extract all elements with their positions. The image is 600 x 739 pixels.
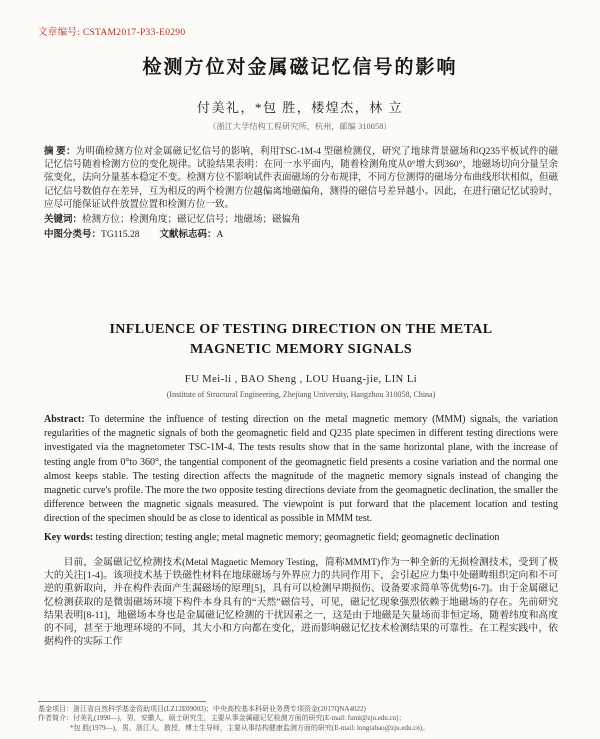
abstract-cn-text: 为明确检测方位对金属磁记忆信号的影响，利用TSC-1M-4 型磁检测仪，研究了地球背景磁场和Q235平板试件的磁记忆信号随着检测方位的变化规律。试验结果表明：在同一水平面内，随着检测角度从0°增大到360°，地磁场切向分量呈余弦变化，法向分量基本稳定不变。检测方位不影响试件表面磁场的分布规律，不同方位测得的磁场分布曲线形状相似，但磁记忆信号数值存在差异，互为相反的两个检测方位越偏离地磁偏角，测得的磁信号差异越小。因此，在进行磁记忆试验时，应尽可能保证试件放置位置和检测方位一致。 xyxy=(44,147,558,210)
clc-value: TG115.28 xyxy=(101,230,140,241)
authors-en: FU Mei-li , BAO Sheng , LOU Huang-jie, LIN Li xyxy=(184,374,418,385)
abstract-en-label: Abstract: xyxy=(44,414,85,425)
keywords-en-text: testing direction; testing angle; metal magnetic memory; geomagnetic field; geomagnetic declination xyxy=(95,531,500,543)
author-bio-note-1: 作者简介：付美礼(1990—)，男，安徽人，硕士研究生，主要从事金属磁记忆检测方面的研究(E-mail: fuml@zju.edu.cn)； xyxy=(38,714,406,723)
cn-abstract-section xyxy=(44,146,558,242)
body-paragraph: 目前，金属磁记忆检测技术(Metal Magnetic Memory Testing，简称MMMT)作为一种全新的无损检测技术，受到了极大的关注[1-4]。该项技术基于铁磁性材料在地球磁场与外界应力的共同作用下，会引起应力集中处磁畴组织定向和不可逆的重新取向，并在构件表面产生漏磁场的原理[5]，具有可以检测早期损伤、设备要求简单等优势[6-7]。由于金属磁记忆检测获取的是微弱磁场环境下构件本身具有的“天然”磁信号，可见，磁记忆现象强烈依赖于地磁场的存在。先前研究结果表明[8-11]，地磁场本身也是金属磁记忆检测的干扰因素之一，这是由于地磁是矢量场而非恒定场，随着纬度和高度的不同，甚至于地理环境的不同，其大小和方向都在变化，进而影响磁记忆技术检测结果的可靠性。在工程实践中，依据构件的实际工作 xyxy=(44,557,558,648)
clc-label: 中图分类号： xyxy=(44,230,102,241)
abstract-cn xyxy=(44,146,558,212)
article-number: 文章编号: CSTAM2017-P33-E0290 xyxy=(38,28,186,38)
author-bio-note-2: *包 胜(1979—)，男，浙江人，教授，博士生导师，主要从事结构健康监测方面的研究(E-mail: longtabao@zju.edu.cn)。 xyxy=(70,724,430,733)
english-and-body-section xyxy=(44,320,558,739)
doc-code-label: 文献标志码： xyxy=(159,230,217,241)
abstract-en xyxy=(44,413,558,527)
clc-line xyxy=(44,229,558,242)
keywords-en-label: Key words: xyxy=(44,531,94,543)
body-text-section xyxy=(44,556,558,648)
paper-title-cn: 检测方位对金属磁记忆信号的影响 xyxy=(142,57,458,78)
paper-title-en: INFLUENCE OF TESTING DIRECTION ON THE METAL MAGNETIC MEMORY SIGNALS xyxy=(109,322,493,357)
funding-note: 基金项目：浙江省自然科学基金资助项目(LZ12E09003)；中央高校基本科研业务费专项资金(2017QNA4022) xyxy=(38,704,366,713)
authors-cn: 付美礼，*包 胜，楼煌杰，林 立 xyxy=(196,100,403,115)
keywords-cn xyxy=(44,214,558,227)
footnote-section xyxy=(0,697,600,739)
keywords-cn-text: 检测方位；检测角度；磁记忆信号；地磁场；磁偏角 xyxy=(82,215,301,226)
keywords-cn-label: 关键词： xyxy=(44,215,83,226)
doc-code-value: A xyxy=(216,230,224,241)
abstract-cn-label: 摘 要： xyxy=(44,147,76,157)
keywords-en xyxy=(44,531,558,545)
footnote-separator-rule xyxy=(38,701,206,702)
affiliation-cn: （浙江大学结构工程研究所，杭州，邮编 310058） xyxy=(208,122,392,131)
abstract-en-text: To determine the influence of testing direction on the metal magnetic memory (MMM) signals, the variation regularities of the magnetic signals of both the geomagnetic field and Q235 plate specimen in different testing directions were investigated via the magnetometer TSC-1M-4. The tests results show that in the same horizontal plane, with the increase of testing angle from 0°to 360°, the tangential component of the geomagnetic field presents a cosine variation and the normal one almost keeps stable. The testing direction affects the magnitude of the magnetic memory signals instead of changing the magnetic curve's profile. The more the two opposite testing directions deviate from the geomagnetic declination, the smaller the difference between the magnetic signals measured. The viewpoint is put forward that the placement location and testing direction of the specimen should be as close to identical as possible in MMM test. xyxy=(44,414,558,525)
affiliation-en: (Institute of Structural Engineering, Zhejiang University, Hangzhou 310058, China) xyxy=(166,390,436,399)
